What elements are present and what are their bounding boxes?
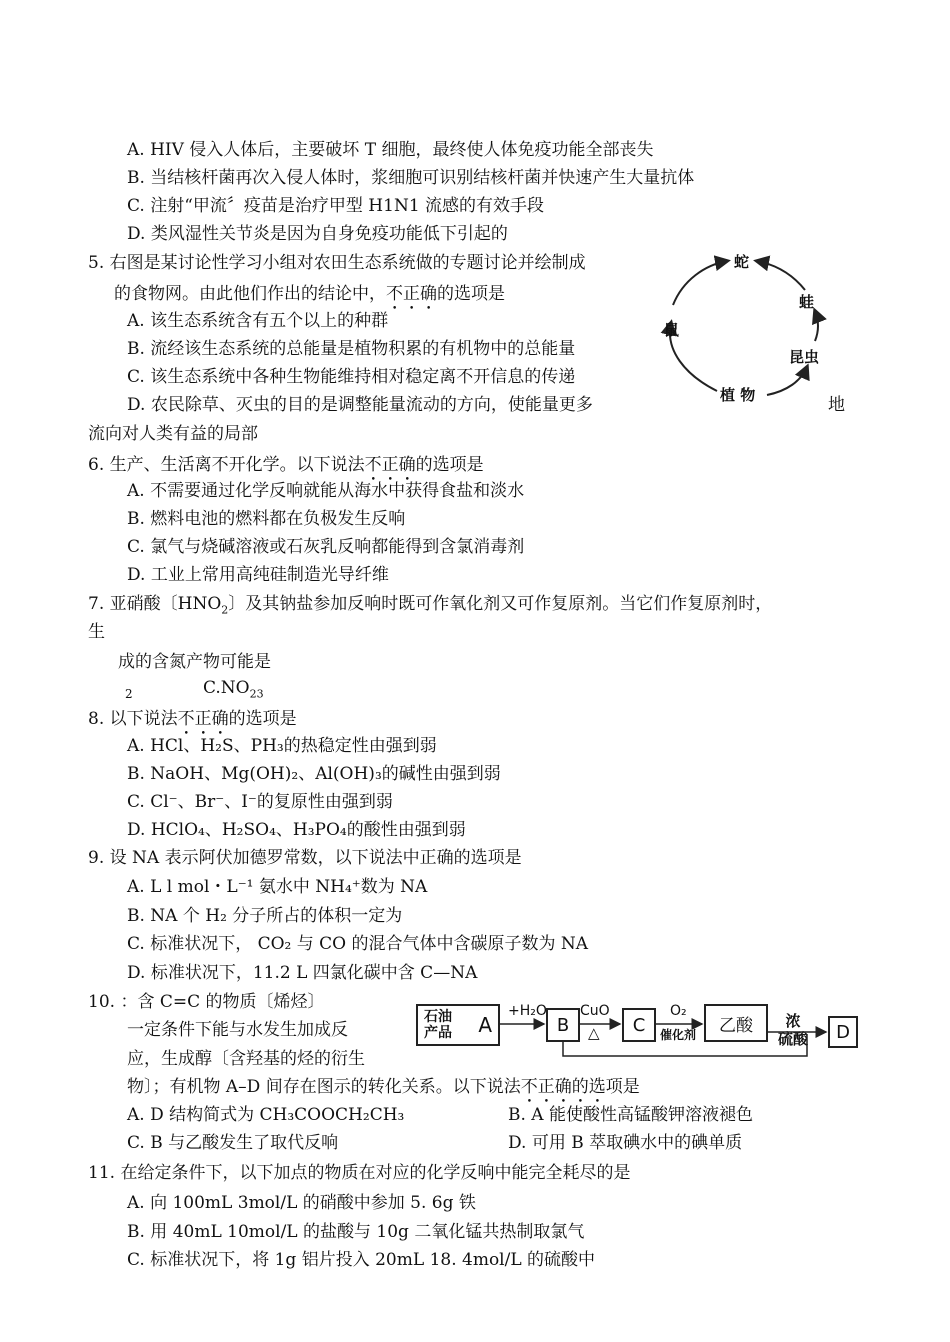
arrow-insect-to-frog (815, 311, 818, 341)
food-web-snake: 蛇 (734, 253, 750, 271)
q4-option-a: A. HIV 侵入人体后，主要破坏 T 细胞，最终使人体免疫功能全部丧失 (127, 140, 654, 160)
arrow-plant-to-insect (767, 367, 807, 395)
q6-option-b: B. 燃料电池的燃料都在负极发生反响 (127, 509, 406, 529)
q8-option-a: A. HCl、H₂S、PH₃的热稳定性由强到弱 (127, 736, 437, 756)
flow-label-catalyst: 催化剂 (660, 1028, 697, 1042)
flow-diagram (412, 1002, 862, 1072)
q4-option-d: D. 类风湿性关节炎是因为自身免疫功能低下引起的 (127, 224, 508, 244)
food-web-rat: 鼠 (664, 321, 680, 339)
arrow-rat-to-snake (673, 261, 727, 305)
q7-fragment-2: $C.NO_{23}$ (203, 678, 264, 701)
food-web-frog: 蛙 (799, 293, 815, 311)
q4-option-b: B. 当结核杆菌再次入侵人体时，浆细胞可识别结核杆菌并快速产生大量抗体 (127, 168, 695, 188)
q8-stem: 8. 以下说法不正确的选项是 (88, 709, 297, 729)
q5-emphasis: 不正确 (386, 284, 437, 304)
food-web-plant: 植 物 (720, 386, 756, 404)
q10-option-b: B. A 能使酸性高锰酸钾溶液褪色 (508, 1105, 753, 1125)
q10-line2: 一定条件下能与水发生加成反 (127, 1020, 348, 1040)
q8-option-d: D. HClO₄、H₂SO₄、H₃PO₄的酸性由强到弱 (127, 820, 466, 840)
q5-option-d-tail: 地 (828, 395, 845, 415)
food-web-insect: 昆虫 (789, 348, 820, 366)
q10-line1: 10. ：含 C=C 的物质〔烯烃〕 (88, 992, 325, 1012)
q7-fragment-1: 2 (125, 687, 133, 701)
flow-label-h2o: +H₂O (508, 1003, 547, 1019)
q11-stem: 11. 在给定条件下，以下加点的物质在对应的化学反响中能完全耗尽的是 (88, 1163, 631, 1183)
q7-stem-line2: 成的含氮产物可能是 (118, 652, 271, 672)
flow-arrows (412, 1002, 862, 1072)
flow-label-heat: △ (588, 1024, 600, 1042)
flow-label-o2: O₂ (670, 1003, 687, 1019)
q5-option-a: A. 该生态系统含有五个以上的种群 (127, 311, 389, 331)
q5-option-d-line2: 流向对人类有益的局部 (88, 424, 258, 444)
q8-option-b: B. NaOH、Mg(OH)₂、Al(OH)₃的碱性由强到弱 (127, 764, 501, 784)
q5-option-c: C. 该生态系统中各种生物能维持相对稳定离不开信息的传递 (127, 367, 576, 387)
q11-option-c: C. 标准状况下，将 1g 铝片投入 20mL 18. 4mol/L 的硫酸中 (127, 1250, 596, 1270)
q9-stem: 9. 设 NA 表示阿伏加德罗常数，以下说法中正确的选项是 (88, 848, 522, 868)
q6-stem: 6. 生产、生活离不开化学。以下说法不正确的选项是 (88, 455, 484, 475)
q6-option-a: A. 不需要通过化学反响就能从海水中获得食盐和淡水 (127, 481, 525, 501)
q7-stem-line1: 7. 亚硝酸〔$HNO_2$〕及其钠盐参加反响时既可作氧化剂又可作复原剂。当它们作复原剂时， (88, 594, 773, 617)
flow-box-d: D (828, 1016, 858, 1048)
q9-option-b: B. NA 个 H₂ 分子所占的体积一定为 (127, 906, 403, 926)
q6-emphasis: 不正确 (364, 455, 416, 475)
q9-option-c: C. 标准状况下， CO₂ 与 CO 的混合气体中含碳原子数为 NA (127, 934, 589, 954)
q5-stem-line2: 的食物网。由此他们作出的结论中，不正确的选项是 (114, 284, 505, 304)
q5-stem-line1: 5. 右图是某讨论性学习小组对农田生态系统做的专题讨论并绘制成 (88, 253, 586, 273)
q6-option-c: C. 氯气与烧碱溶液或石灰乳反响都能得到含氯消毒剂 (127, 537, 525, 557)
q11-option-a: A. 向 100mL 3mol/L 的硝酸中参加 5. 6g 铁 (127, 1193, 476, 1213)
flow-box-b: B (546, 1008, 580, 1042)
q10-option-a: A. D 结构简式为 CH₃COOCH₂CH₃ (127, 1105, 405, 1125)
q8-emphasis: 不正确 (177, 709, 229, 729)
q9-option-d: D. 标准状况下，11.2 L 四氯化碳中含 C—NA (127, 963, 478, 983)
q5-option-b: B. 流经该生态系统的总能量是植物积累的有机物中的总能量 (127, 339, 576, 359)
q8-option-c: C. Cl⁻、Br⁻、I⁻的复原性由强到弱 (127, 792, 393, 812)
q10-line3: 应，生成醇〔含羟基的烃的衍生 (127, 1049, 365, 1069)
flow-box-acetic-acid: 乙酸 (704, 1004, 768, 1042)
arrow-frog-to-snake (757, 261, 805, 290)
q11-option-b: B. 用 40mL 10mol/L 的盐酸与 10g 二氧化锰共热制取氯气 (127, 1222, 585, 1242)
flow-label-cuo: CuO (580, 1003, 610, 1019)
q4-option-c: C. 注射“甲流〞疫苗是治疗甲型 H1N1 流感的有效手段 (127, 196, 545, 216)
q10-emphasis: 不正确的选 (520, 1077, 606, 1097)
q6-option-d: D. 工业上常用高纯硅制造光导纤维 (127, 565, 389, 585)
flow-box-petroleum: 石油 产品 A (416, 1004, 500, 1046)
q9-option-a: A. L l mol・L⁻¹ 氨水中 NH₄⁺数为 NA (127, 877, 428, 897)
q10-option-d: D. 可用 B 萃取碘水中的碘单质 (508, 1133, 743, 1153)
q10-option-c: C. B 与乙酸发生了取代反响 (127, 1133, 339, 1153)
q10-line4: 物〕；有机物 A–D 间存在图示的转化关系。以下说法不正确的选项是 (127, 1077, 640, 1097)
q7-stem-wrap: 生 (88, 622, 105, 642)
flow-label-conc-h2so4: 浓 硫酸 (778, 1012, 809, 1048)
q5-option-d: D. 农民除草、灭虫的目的是调整能量流动的方向，使能量更多 (127, 395, 593, 415)
flow-box-c: C (622, 1008, 656, 1042)
